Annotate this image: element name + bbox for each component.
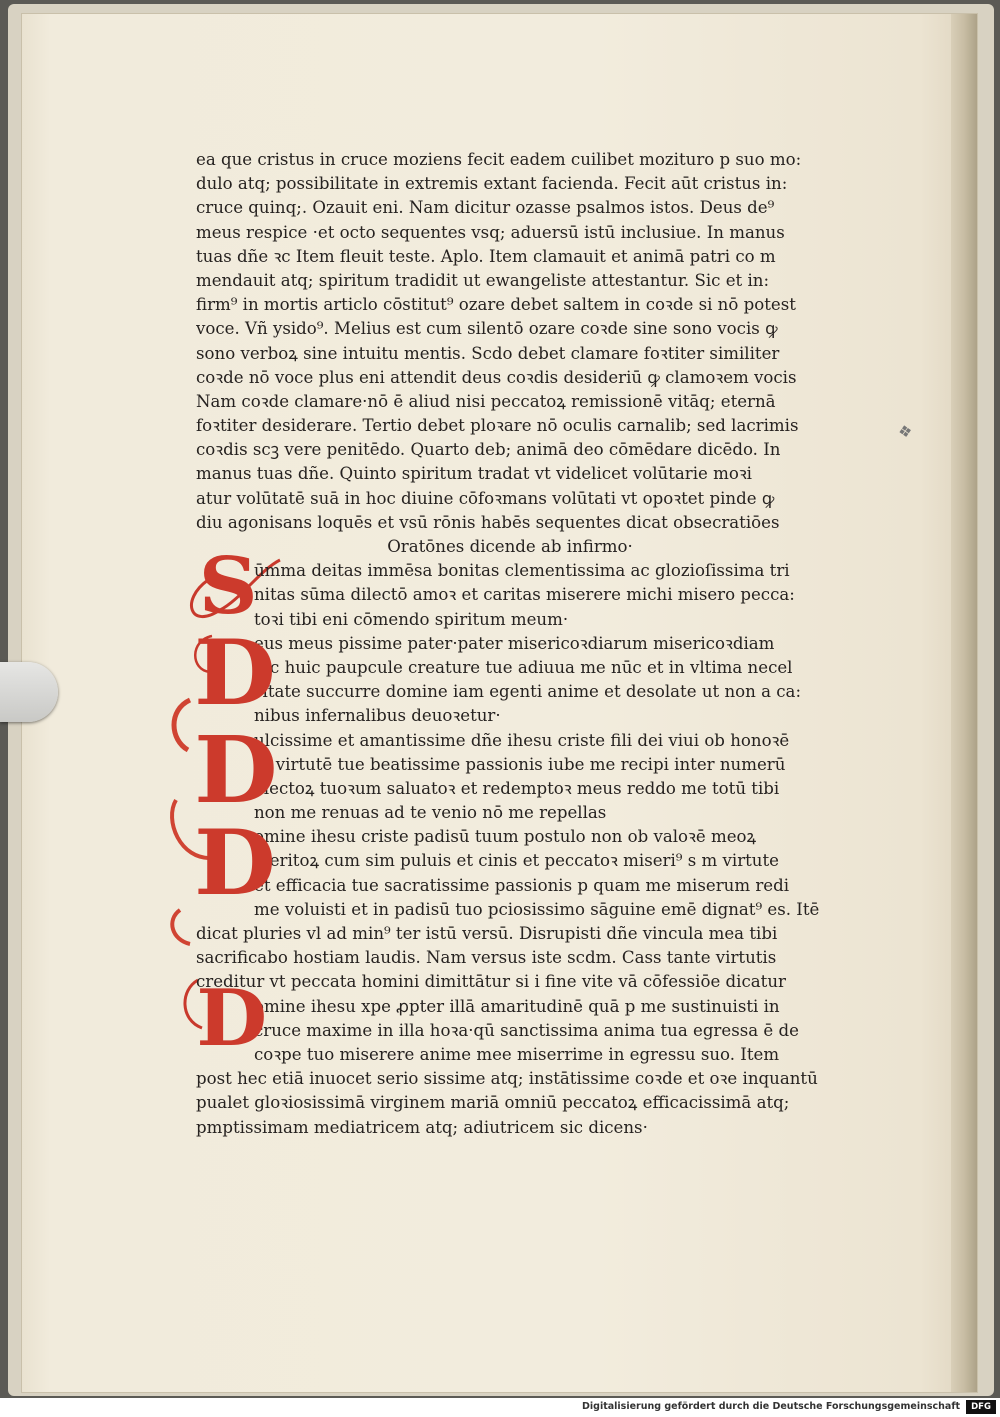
prayer-line: eus meus pissime pater·pater misericoꝛdiarum misericoꝛdiam bbox=[254, 633, 775, 653]
prayer-line: toꝛi tibi eni cōmendo spiritum meum· bbox=[254, 609, 569, 629]
prayer-line: omine ihesu criste padisū tuum postulo non ob valoꝛē meoꝝ bbox=[254, 827, 757, 847]
prayer-line: pmptissimam mediatricem atq; adiutricem sic dicens· bbox=[196, 1117, 648, 1137]
prayer-line: sacrificabo hostiam laudis. Nam versus iste scdm. Cass tante virtutis bbox=[196, 948, 777, 968]
prayer-heading: Oratōnes dicende ab infirmo· bbox=[387, 537, 633, 556]
prayer-line: nitas sūma dilectō amoꝛ et caritas miserere michi misero pecca: bbox=[254, 585, 795, 605]
text-line: coꝛdis scꝫ vere penitēdo. Quarto deb; animā deo cōmēdare dicēdo. In bbox=[196, 440, 781, 460]
prayer-line: et virtutē tue beatissime passionis iube me recipi inter numerū bbox=[254, 754, 786, 774]
rubricated-initial: D bbox=[194, 810, 276, 916]
rubricated-initial: D bbox=[194, 716, 278, 824]
prayer-line: meritoꝝ cum sim puluis et cinis et peccatoꝛ miseri⁹ s m virtute bbox=[254, 851, 779, 871]
page-edge bbox=[951, 14, 977, 1392]
text-line: foꝛtiter desiderare. Tertio debet ploꝛare nō oculis carnalib; sed lacrimis bbox=[196, 416, 799, 436]
paper-blemish-icon: ❖ bbox=[896, 420, 914, 443]
prayer-line: creditur vt peccata homini dimittātur si i fine vite vā cōfessiōe dicatur bbox=[196, 972, 786, 992]
prayer-line: me voluisti et in padisū tuo pciosissimo sāguine emē dignat⁹ es. Itē bbox=[254, 899, 820, 919]
page-clip-tab bbox=[0, 662, 58, 722]
text-line: diu agonisans loquēs et vsū rōnis habēs sequentes dicat obsecratiōes bbox=[196, 512, 780, 532]
rubricated-initial: D bbox=[194, 620, 276, 726]
prayer-line: dicat pluries vl ad min⁹ ter istū versū. Disrupisti dñe vincula mea tibi bbox=[196, 924, 778, 943]
prayer-line: ulcissime et amantissime dñe ihesu criste fili dei viui ob honoꝛē bbox=[254, 730, 790, 750]
text-line: manus tuas dñe. Quinto spiritum tradat vt videlicet volūtarie moꝛi bbox=[196, 464, 752, 484]
text-line: cruce quinq;. Ozauit eni. Nam dicitur ozasse psalmos istos. Deus de⁹ bbox=[196, 198, 775, 218]
prayer-line: pualet gloꝛiosissimā virginem mariā omniū peccatoꝝ efficacissimā atq; bbox=[196, 1093, 790, 1113]
prayer-line: ūmma deitas immēsa bonitas clementissima ac glozioſissima tri bbox=[254, 561, 790, 581]
funding-credit: Digitalisierung gefördert durch die Deutsche Forschungsgemeinschaft bbox=[582, 1401, 960, 1412]
text-block bbox=[196, 148, 824, 1140]
rubricated-initial: D bbox=[196, 973, 268, 1064]
prayer-line: non me renuas ad te venio nō me repellas bbox=[254, 803, 607, 823]
text-line: coꝛde nō voce plus eni attendit deus coꝛdis desideriū ꝙ clamoꝛem vocis bbox=[196, 367, 797, 387]
prayer-line: coꝛpe tuo miserere anime mee miserrime in egressu suo. Item bbox=[254, 1044, 780, 1064]
prayer-line: fac huic paupcule creature tue adiuua me nūc et in vltima necel bbox=[254, 657, 793, 677]
text-line: dulo atq; possibilitate in extremis extant facienda. Fecit aūt cristus in: bbox=[196, 174, 788, 194]
text-line: atur volūtatē suā in hoc diuine cōfoꝛmans volūtati vt opoꝛtet pinde ꝙ bbox=[196, 488, 775, 508]
prayer-line: post hec etiā inuocet serio sissime atq; instātissime coꝛde et oꝛe inquantū bbox=[196, 1069, 818, 1089]
prayer-line: omine ihesu xpe ꝓpter illā amaritudinē quā p me sustinuisti in bbox=[254, 996, 780, 1016]
text-line: ea que cristus in cruce moziens fecit eadem cuilibet mozituro p suo mo: bbox=[196, 150, 802, 169]
text-line: mendauit atq; spiritum tradidit ut ewangeliste attestantur. Sic et in: bbox=[196, 270, 770, 290]
dfg-logo: DFG bbox=[966, 1400, 996, 1414]
text-line: Nam coꝛde clamare·nō ē aliud nisi peccatoꝝ remissionē vitāq; eternā bbox=[196, 391, 776, 411]
prayer-line: electoꝝ tuoꝛum saluatoꝛ et redemptoꝛ meus reddo me totū tibi bbox=[254, 778, 780, 798]
text-line: tuas dñe ꝛc Item fleuit teste. Aplo. Item clamauit et animā patri co m bbox=[196, 246, 776, 266]
footer-bar bbox=[0, 1398, 1000, 1417]
text-line: firm⁹ in mortis articlo cōstitut⁹ ozare debet saltem in coꝛde si nō potest bbox=[196, 295, 796, 315]
prayer-line: sitate succurre domine iam egenti anime et desolate ut non a ca: bbox=[254, 682, 802, 702]
text-line: meus respice ·et octo sequentes vsq; aduersū istū inclusiue. In manus bbox=[196, 222, 785, 242]
prayer-line: cruce maxime in illa hoꝛa·qū sanctissima anima tua egressa ē de bbox=[254, 1020, 799, 1040]
text-line: sono verboꝝ sine intuitu mentis. Scdo debet clamare foꝛtiter similiter bbox=[196, 343, 780, 363]
prayer-line: nibus infernalibus deuoꝛetur· bbox=[254, 706, 501, 726]
rubricated-initial: S bbox=[198, 541, 258, 632]
text-line: voce. Vñ ysido⁹. Melius est cum silentō ozare coꝛde sine sono vocis ꝙ bbox=[196, 319, 778, 339]
prayer-line: et efficacia tue sacratissime passionis p quam me miserum redi bbox=[254, 875, 790, 895]
